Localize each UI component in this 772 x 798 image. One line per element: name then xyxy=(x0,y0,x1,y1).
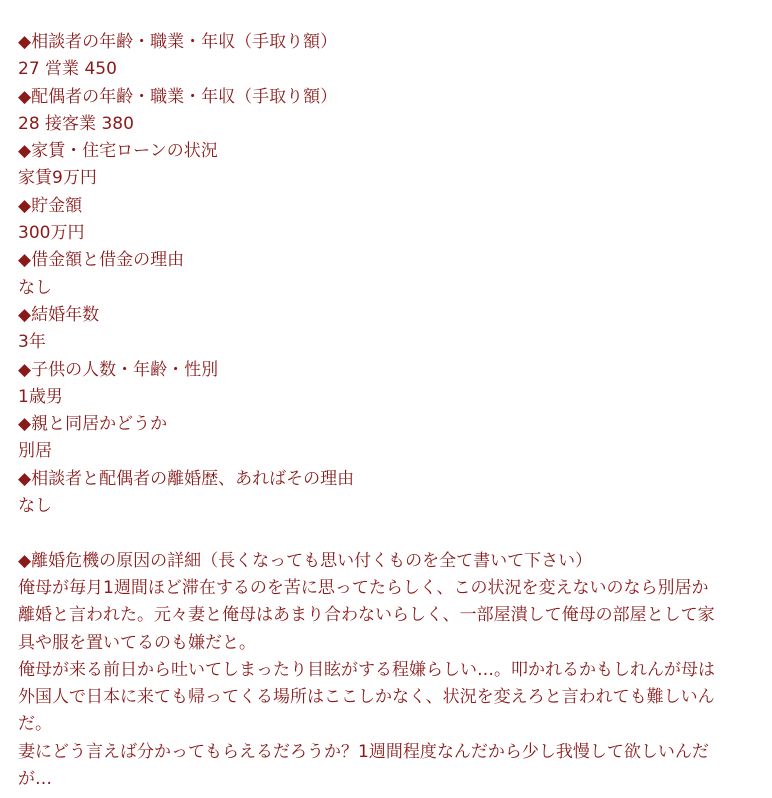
details-line: 妻にどう言えば分かってもらえるだろうか？1週間程度なんだから少し我慢して欲しいんだ xyxy=(18,741,709,762)
question-debt: ◆借金額と借金の理由 xyxy=(18,250,185,271)
question-children: ◆子供の人数・年齢・性別 xyxy=(18,359,219,380)
answer-spouse-age-job-income: 28 接客業 380 xyxy=(18,113,134,134)
details-section xyxy=(18,548,754,794)
answer-rent-mortgage: 家賃9万円 xyxy=(18,168,97,189)
answer-living-with-parents: 別居 xyxy=(18,441,52,462)
qa-section xyxy=(18,29,754,520)
spacer xyxy=(18,520,754,547)
question-savings: ◆貯金額 xyxy=(18,195,83,216)
answer-children: 1歳男 xyxy=(18,386,63,407)
details-line: 俺母が来る前日から吐いてしまったり目眩がする程嫌らしい…。叩かれるかもしれんが母は xyxy=(18,659,715,680)
question-rent-mortgage: ◆家賃・住宅ローンの状況 xyxy=(18,141,218,162)
answer-savings: 300万円 xyxy=(18,223,85,244)
details-line: 俺母が毎月1週間ほど滞在するのを苦に思ってたらしく、この状況を変えないのなら別居か xyxy=(18,577,709,598)
question-living-with-parents: ◆親と同居かどうか xyxy=(18,414,168,435)
question-age-job-income: ◆相談者の年齢・職業・年収（手取り額） xyxy=(18,32,338,52)
question-crisis-details: ◆離婚危機の原因の詳細（長くなっても思い付くものを全て書いて下さい） xyxy=(18,550,593,571)
answer-years-married: 3年 xyxy=(18,332,46,353)
answer-age-job-income: 27 営業 450 xyxy=(18,59,117,80)
answer-debt: なし xyxy=(18,277,52,298)
question-spouse-age-job-income: ◆配偶者の年齢・職業・年収（手取り額） xyxy=(18,86,338,107)
details-line: 具や服を置いてるのも嫌だと。 xyxy=(18,632,256,653)
question-divorce-history: ◆相談者と配偶者の離婚歴、あればその理由 xyxy=(18,468,355,489)
answer-divorce-history: なし xyxy=(18,496,52,517)
details-line: 外国人で日本に来ても帰ってくる場所はここしかなく、状況を変えろと言われても難しいん xyxy=(18,687,715,708)
question-years-married: ◆結婚年数 xyxy=(18,304,100,325)
details-line: 離婚と言われた。元々妻と俺母はあまり合わないらしく、一部屋潰して俺母の部屋として家 xyxy=(18,605,715,626)
details-line: が… xyxy=(18,769,52,790)
details-line: だ。 xyxy=(18,714,52,735)
